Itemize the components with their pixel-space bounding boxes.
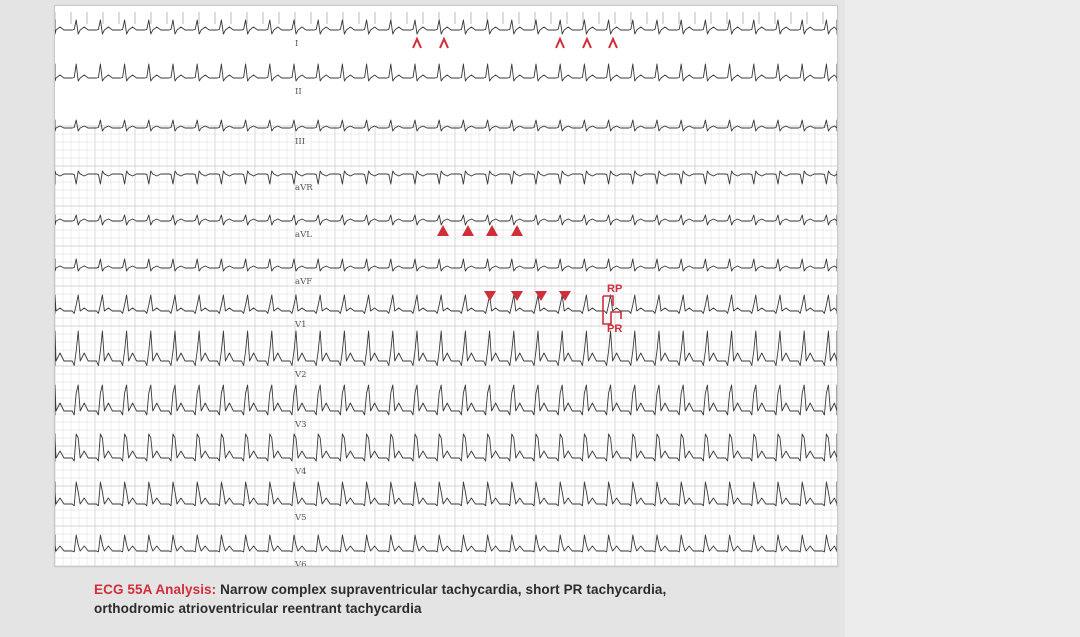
ecg-tracing — [55, 6, 837, 566]
caption-text-2: orthodromic atrioventricular reentrant tachycardia — [94, 601, 422, 616]
caret-marker — [583, 39, 591, 48]
figure-caption — [94, 580, 794, 618]
lead-trace-iii — [55, 120, 837, 131]
ecg-grid — [55, 12, 837, 566]
pr-label: PR — [607, 323, 623, 335]
lead-trace-i — [55, 20, 837, 34]
rp-label: RP — [607, 283, 623, 295]
lead-label-v1: V1 — [295, 320, 307, 330]
lead-label-iii: III — [295, 137, 306, 147]
lead-trace-v3 — [55, 385, 837, 415]
lead-trace-avl — [55, 215, 837, 225]
ecg-strip — [54, 5, 838, 567]
down-triangle-marker — [484, 291, 496, 301]
caret-marker — [556, 39, 564, 48]
lead-trace-v1 — [55, 295, 837, 313]
caption-text-1: Narrow complex supraventricular tachycardia, short PR tachycardia, — [220, 582, 667, 597]
lead-label-avl: aVL — [295, 230, 312, 240]
lead-label-avf: aVF — [295, 277, 313, 287]
caret-marker — [413, 39, 421, 48]
up-triangle-marker — [462, 225, 474, 236]
up-triangle-marker — [511, 225, 523, 236]
lead-label-avr: aVR — [295, 183, 313, 193]
caret-marker — [440, 39, 448, 48]
lead-trace-v2 — [55, 331, 837, 366]
lead-label-v2: V2 — [295, 370, 307, 380]
up-triangle-marker — [486, 225, 498, 236]
lead-label-v3: V3 — [295, 420, 307, 430]
down-triangle-marker — [559, 291, 571, 301]
lead-label-v6: V6 — [295, 560, 307, 566]
lead-label-ii: II — [295, 87, 302, 97]
caption-label: ECG 55A Analysis: — [94, 582, 217, 597]
lead-label-i: I — [295, 39, 299, 49]
caption-line-1 — [94, 580, 794, 599]
lead-trace-v6 — [55, 535, 837, 552]
caret-marker — [609, 39, 617, 48]
lead-label-v5: V5 — [295, 513, 307, 523]
lead-label-v4: V4 — [295, 467, 307, 477]
lead-trace-avf — [55, 259, 837, 271]
lead-trace-ii — [55, 64, 837, 81]
